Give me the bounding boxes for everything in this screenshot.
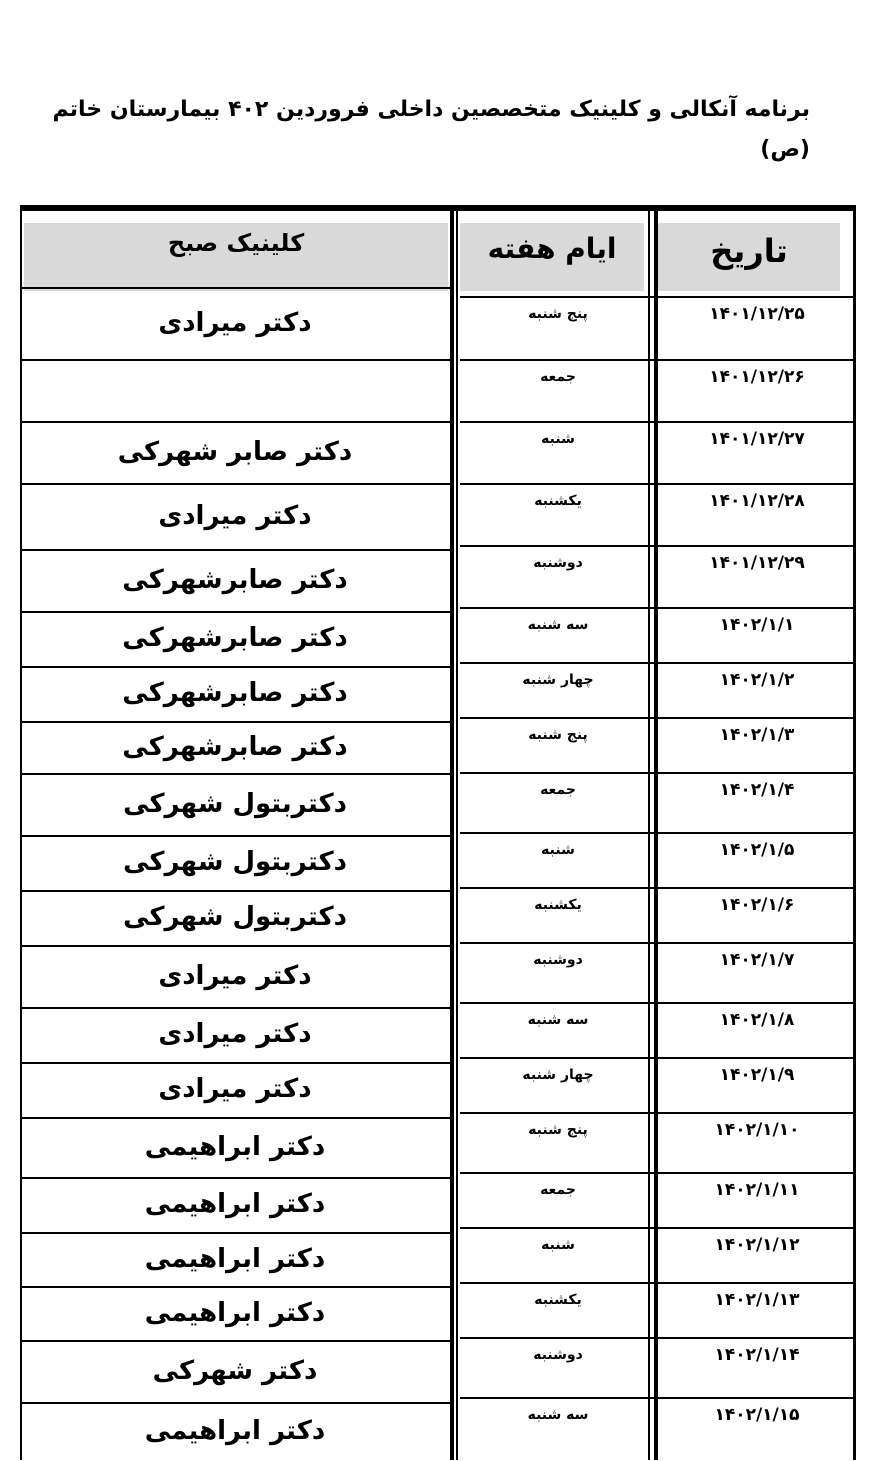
schedule-table — [20, 205, 856, 1460]
doctor-cell: دکتربتول شهرکی — [123, 847, 347, 877]
date-cell: ۱۴۰۲/۱/۴ — [719, 780, 795, 800]
row-divider — [460, 421, 654, 423]
doctor-cell: دکتربتول شهرکی — [123, 789, 347, 819]
table-row — [22, 1057, 856, 1117]
weekday-cell: سه شنبه — [527, 1012, 589, 1028]
row-divider — [460, 717, 654, 719]
table-row — [22, 717, 856, 773]
table-row — [22, 287, 856, 359]
row-divider — [460, 887, 654, 889]
date-cell: ۱۴۰۲/۱/۸ — [719, 1010, 795, 1030]
table-row — [22, 421, 856, 483]
table-row — [22, 1227, 856, 1286]
weekday-cell: جمعه — [540, 782, 576, 798]
table-row — [22, 942, 856, 1007]
header-clinic: کلینیک صبح — [24, 223, 448, 291]
row-divider — [460, 1282, 654, 1284]
doctor-cell: دکتر ابراهیمی — [144, 1244, 326, 1274]
date-cell: ۱۴۰۱/۱۲/۲۸ — [709, 491, 805, 511]
date-cell: ۱۴۰۲/۱/۱۰ — [714, 1120, 800, 1140]
table-row — [22, 545, 856, 611]
doctor-cell: دکتر صابر شهرکی — [117, 437, 353, 467]
doctor-cell: دکتر میرادی — [158, 1074, 312, 1104]
weekday-cell: شنبه — [541, 842, 575, 858]
row-divider — [460, 359, 654, 361]
row-divider — [460, 1227, 654, 1229]
weekday-cell: شنبه — [541, 1237, 575, 1253]
weekday-cell: چهار شنبه — [522, 672, 594, 688]
table-row — [22, 483, 856, 549]
row-divider — [460, 1397, 654, 1399]
weekday-cell: یکشنبه — [534, 493, 582, 509]
doctor-cell — [22, 359, 448, 421]
row-divider — [658, 717, 854, 719]
weekday-cell: سه شنبه — [527, 1407, 589, 1423]
doctor-cell: دکتر ابراهیمی — [144, 1298, 326, 1328]
doctor-cell: دکتر میرادی — [158, 501, 312, 531]
date-cell: ۱۴۰۲/۱/۱ — [719, 615, 795, 635]
date-cell: ۱۴۰۱/۱۲/۲۶ — [709, 367, 805, 387]
row-divider — [460, 545, 654, 547]
doctor-cell: دکتربتول شهرکی — [123, 902, 347, 932]
table-row — [22, 1282, 856, 1340]
row-divider — [460, 662, 654, 664]
row-divider — [460, 483, 654, 485]
table-row — [22, 1337, 856, 1402]
row-divider — [658, 1227, 854, 1229]
row-divider — [658, 421, 854, 423]
row-divider — [658, 296, 854, 298]
weekday-cell: یکشنبه — [534, 1292, 582, 1308]
doctor-cell: دکتر ابراهیمی — [144, 1189, 326, 1219]
page-title: برنامه آنکالی و کلینیک متخصصین داخلی فروردین ۴۰۲ بیمارستان خاتم (ص) — [52, 97, 810, 162]
date-cell: ۱۴۰۲/۱/۱۴ — [714, 1345, 800, 1365]
weekday-cell: یکشنبه — [534, 897, 582, 913]
doctor-cell: دکتر صابرشهرکی — [122, 565, 348, 595]
row-divider — [658, 662, 854, 664]
row-divider — [460, 772, 654, 774]
row-divider — [460, 1172, 654, 1174]
row-divider — [658, 1057, 854, 1059]
weekday-cell: شنبه — [541, 431, 575, 447]
weekday-cell: چهار شنبه — [522, 1067, 594, 1083]
header-date: تاریخ — [658, 223, 840, 291]
row-divider — [658, 1337, 854, 1339]
row-divider — [460, 607, 654, 609]
weekday-cell: پنج شنبه — [528, 727, 588, 743]
row-divider — [460, 1112, 654, 1114]
date-cell: ۱۴۰۲/۱/۲ — [719, 670, 795, 690]
doctor-cell: دکتر میرادی — [158, 961, 312, 991]
date-cell: ۱۴۰۲/۱/۷ — [719, 950, 795, 970]
table-row — [22, 832, 856, 890]
row-divider — [658, 772, 854, 774]
date-cell: ۱۴۰۲/۱/۵ — [719, 840, 795, 860]
header-day: ایام هفته — [460, 223, 644, 291]
row-divider — [460, 296, 654, 298]
row-divider — [658, 887, 854, 889]
table-row — [22, 887, 856, 945]
table-row — [22, 607, 856, 666]
row-divider — [658, 1282, 854, 1284]
table-row — [22, 1002, 856, 1062]
row-divider — [658, 1397, 854, 1399]
row-divider — [658, 359, 854, 361]
table-row — [22, 1397, 856, 1461]
doctor-cell: دکتر میرادی — [158, 308, 312, 338]
table-row — [22, 772, 856, 835]
doctor-cell: دکتر ابراهیمی — [144, 1132, 326, 1162]
date-cell: ۱۴۰۲/۱/۱۳ — [714, 1290, 800, 1310]
row-divider — [460, 1057, 654, 1059]
weekday-cell: سه شنبه — [527, 617, 589, 633]
date-cell: ۱۴۰۲/۱/۶ — [719, 895, 795, 915]
table-row — [22, 662, 856, 721]
table-row — [22, 1172, 856, 1232]
doctor-cell: دکتر صابرشهرکی — [122, 678, 348, 708]
doctor-cell: دکتر میرادی — [158, 1019, 312, 1049]
date-cell: ۱۴۰۱/۱۲/۲۹ — [709, 553, 805, 573]
weekday-cell: جمعه — [540, 369, 576, 385]
doctor-cell: دکتر شهرکی — [152, 1356, 318, 1386]
row-divider — [658, 545, 854, 547]
weekday-cell: جمعه — [540, 1182, 576, 1198]
date-cell: ۱۴۰۲/۱/۹ — [719, 1065, 795, 1085]
row-divider — [460, 1337, 654, 1339]
weekday-cell: دوشنبه — [533, 1347, 583, 1363]
row-divider — [658, 832, 854, 834]
row-divider — [460, 1002, 654, 1004]
row-divider — [658, 1112, 854, 1114]
date-cell: ۱۴۰۲/۱/۱۱ — [714, 1180, 800, 1200]
weekday-cell: دوشنبه — [533, 555, 583, 571]
date-cell: ۱۴۰۲/۱/۱۲ — [714, 1235, 800, 1255]
doctor-cell: دکتر صابرشهرکی — [122, 732, 348, 762]
row-divider — [460, 942, 654, 944]
date-cell: ۱۴۰۲/۱/۳ — [719, 725, 795, 745]
weekday-cell: دوشنبه — [533, 952, 583, 968]
table-row — [22, 359, 856, 421]
row-divider — [460, 832, 654, 834]
date-cell: ۱۴۰۲/۱/۱۵ — [714, 1405, 800, 1425]
weekday-cell: پنج شنبه — [528, 1122, 588, 1138]
row-divider — [658, 607, 854, 609]
date-cell: ۱۴۰۱/۱۲/۲۷ — [709, 429, 805, 449]
row-divider — [658, 483, 854, 485]
row-divider — [658, 942, 854, 944]
doctor-cell: دکتر ابراهیمی — [144, 1416, 326, 1446]
table-row — [22, 1112, 856, 1177]
row-divider — [658, 1172, 854, 1174]
date-cell: ۱۴۰۱/۱۲/۲۵ — [709, 304, 805, 324]
weekday-cell: پنج شنبه — [528, 306, 588, 322]
doctor-cell: دکتر صابرشهرکی — [122, 623, 348, 653]
row-divider — [658, 1002, 854, 1004]
